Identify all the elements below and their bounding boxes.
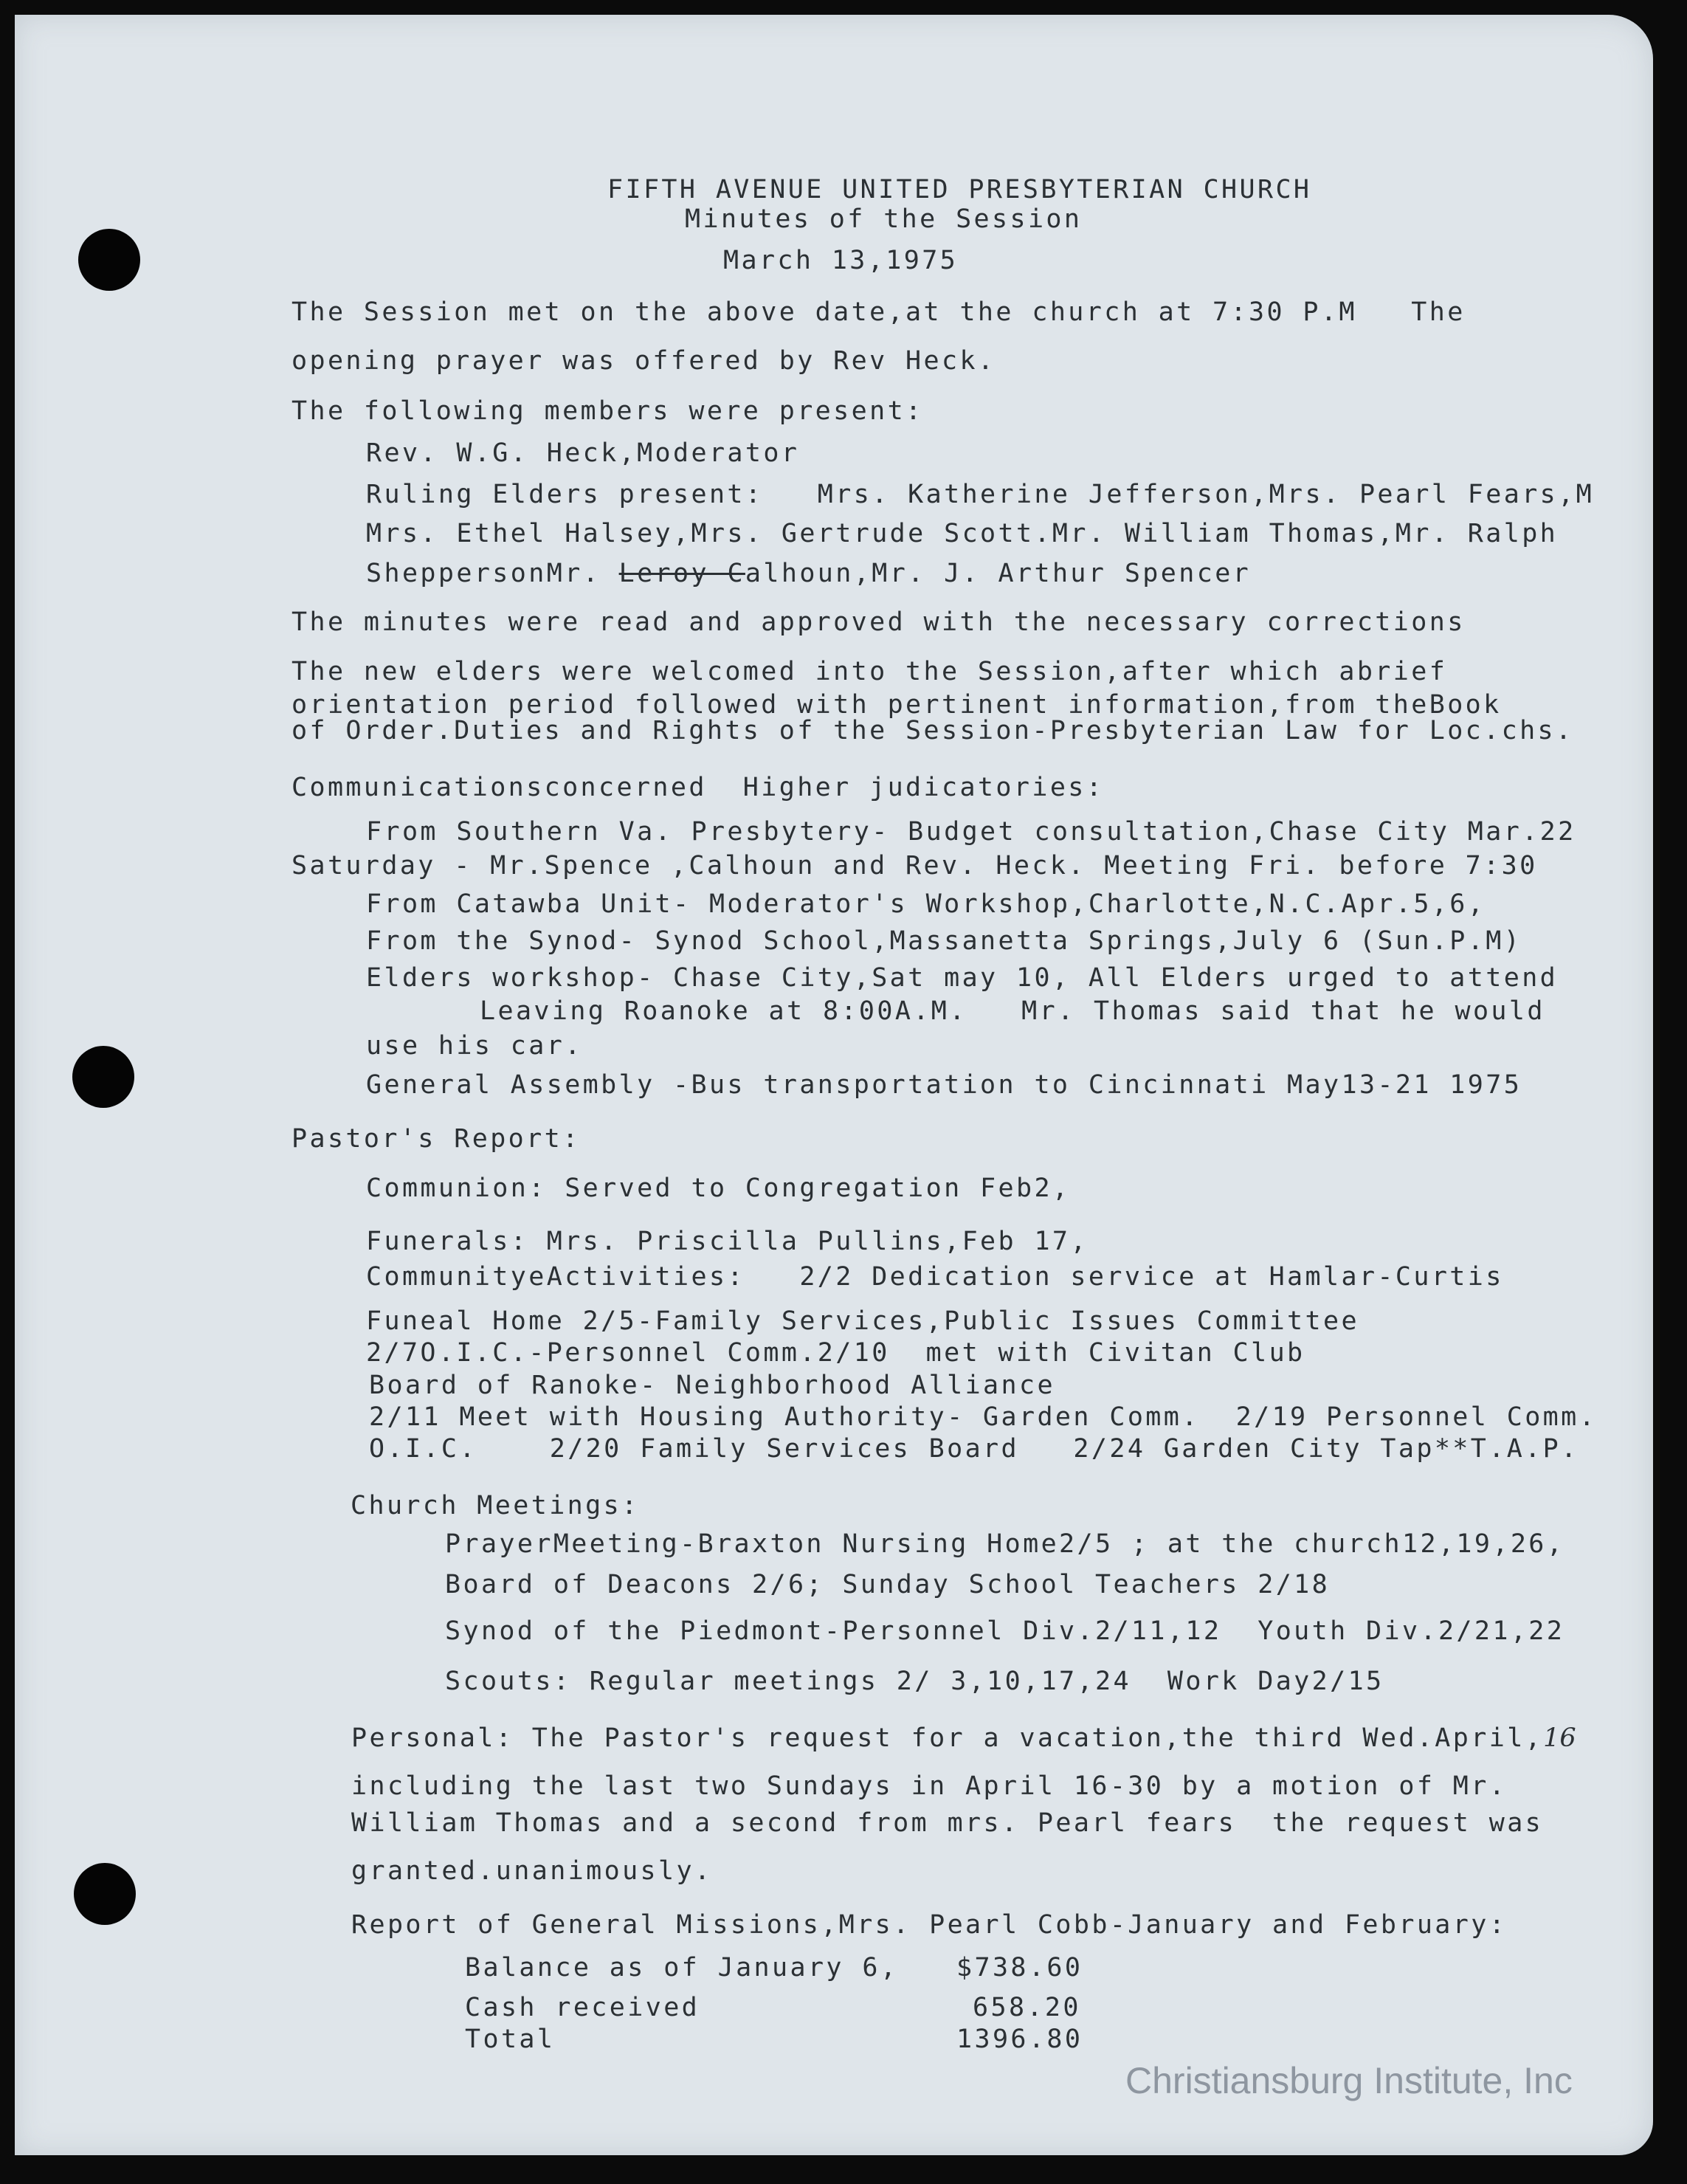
meeting-line-2: Board of Deacons 2/6; Sunday School Teachers 2/18 [445, 1570, 1331, 1599]
personal-line-2: including the last two Sundays in April 16-30 by a motion of Mr. [351, 1771, 1508, 1801]
community-line-2: Funeal Home 2/5-Family Services,Public Issues Committee [366, 1306, 1359, 1336]
meeting-line-4: Scouts: Regular meetings 2/ 3,10,17,24 Work Day2/15 [445, 1667, 1384, 1696]
communication-line-3: From Catawba Unit- Moderator's Workshop,Charlotte,N.C.Apr.5,6, [366, 889, 1486, 919]
pastor-report-heading: Pastor's Report: [291, 1124, 581, 1154]
struck-text: Leroy C [618, 559, 745, 588]
welcome-line-1: The new elders were welcomed into the Session,after which abrief [291, 657, 1448, 686]
communication-line-6: Leaving Roanoke at 8:00A.M. Mr. Thomas said that he would [480, 996, 1545, 1026]
communication-line-2: Saturday - Mr.Spence ,Calhoun and Rev. Heck. Meeting Fri. before 7:30 [291, 851, 1538, 881]
communion-line: Communion: Served to Congregation Feb2, [366, 1174, 1071, 1203]
missions-heading: Report of General Missions,Mrs. Pearl Cobb-January and February: [351, 1910, 1508, 1940]
community-line-3: 2/7O.I.C.-Personnel Comm.2/10 met with Civitan Club [366, 1338, 1305, 1368]
community-line-4: Board of Ranoke- Neighborhood Alliance [369, 1371, 1055, 1400]
welcome-line-3: of Order.Duties and Rights of the Session-Presbyterian Law for Loc.chs. [291, 716, 1574, 745]
balance-label: Balance as of January 6, [465, 1953, 899, 1983]
elders-line-3 [366, 559, 1251, 588]
communication-line-7: use his car. [366, 1031, 583, 1061]
communication-line-4: From the Synod- Synod School,Massanetta Springs,July 6 (Sun.P.M) [366, 926, 1522, 956]
meeting-line-3: Synod of the Piedmont-Personnel Div.2/11,12 Youth Div.2/21,22 [445, 1616, 1565, 1646]
personal-line-4: granted.unanimously. [351, 1856, 713, 1886]
welcome-line-2: orientation period followed with pertinent information,from theBook [291, 690, 1502, 720]
intro-line-1: The Session met on the above date,at the church at 7:30 P.M The [291, 297, 1466, 327]
elders-line-1: Ruling Elders present: Mrs. Katherine Jefferson,Mrs. Pearl Fears,M [366, 480, 1595, 509]
watermark: Christiansburg Institute, Inc [1125, 2060, 1573, 2101]
cash-received-label: Cash received [465, 1993, 700, 2022]
elders-line-3-start: SheppersonMr. [366, 559, 619, 588]
communications-heading: Communicationsconcerned Higher judicatories: [291, 773, 1105, 802]
community-line-6: O.I.C. 2/20 Family Services Board 2/24 Garden City Tap**T.A.P. [369, 1434, 1579, 1464]
attendance-heading: The following members were present: [291, 396, 924, 426]
minutes-approved: The minutes were read and approved with the necessary corrections [291, 607, 1466, 637]
personal-line-1 [351, 1723, 1576, 1753]
personal-line-3: William Thomas and a second from mrs. Pearl fears the request was [351, 1808, 1544, 1838]
meeting-line-1: PrayerMeeting-Braxton Nursing Home2/5 ; at the church12,19,26, [445, 1529, 1565, 1559]
elders-line-2: Mrs. Ethel Halsey,Mrs. Gertrude Scott.Mr. William Thomas,Mr. Ralph [366, 519, 1559, 548]
intro-line-2: opening prayer was offered by Rev Heck. [291, 346, 996, 376]
funerals-line: Funerals: Mrs. Priscilla Pullins,Feb 17, [366, 1227, 1089, 1256]
cash-received-amount: 658.20 [973, 1993, 1081, 2022]
elders-line-3-end: alhoun,Mr. J. Arthur Spencer [745, 559, 1252, 588]
community-line-5: 2/11 Meet with Housing Authority- Garden Comm. 2/19 Personnel Comm. [369, 1402, 1598, 1432]
moderator-line: Rev. W.G. Heck,Moderator [366, 438, 800, 468]
communication-line-5: Elders workshop- Chase City,Sat may 10, All Elders urged to attend [366, 963, 1559, 993]
binder-hole-top [78, 229, 140, 291]
communication-line-1: From Southern Va. Presbytery- Budget consultation,Chase City Mar.22 [366, 817, 1576, 847]
balance-amount: $738.60 [956, 1953, 1083, 1983]
meeting-date: March 13,1975 [723, 246, 959, 275]
binder-hole-middle [72, 1046, 134, 1108]
church-name: FIFTH AVENUE UNITED PRESBYTERIAN CHURCH [607, 175, 1312, 204]
personal-line-1-text: Personal: The Pastor's request for a vacation,the third Wed.April, [351, 1723, 1544, 1753]
community-line-1: CommunityeActivities: 2/2 Dedication service at Hamlar-Curtis [366, 1262, 1504, 1292]
binder-hole-bottom [74, 1863, 136, 1925]
total-amount: 1396.80 [956, 2025, 1083, 2054]
total-label: Total [465, 2025, 556, 2054]
communication-line-8: General Assembly -Bus transportation to Cincinnati May13-21 1975 [366, 1070, 1522, 1100]
document-subtitle: Minutes of the Session [685, 204, 1083, 234]
handwritten-date: 16 [1543, 1723, 1576, 1753]
church-meetings-heading: Church Meetings: [351, 1491, 640, 1520]
